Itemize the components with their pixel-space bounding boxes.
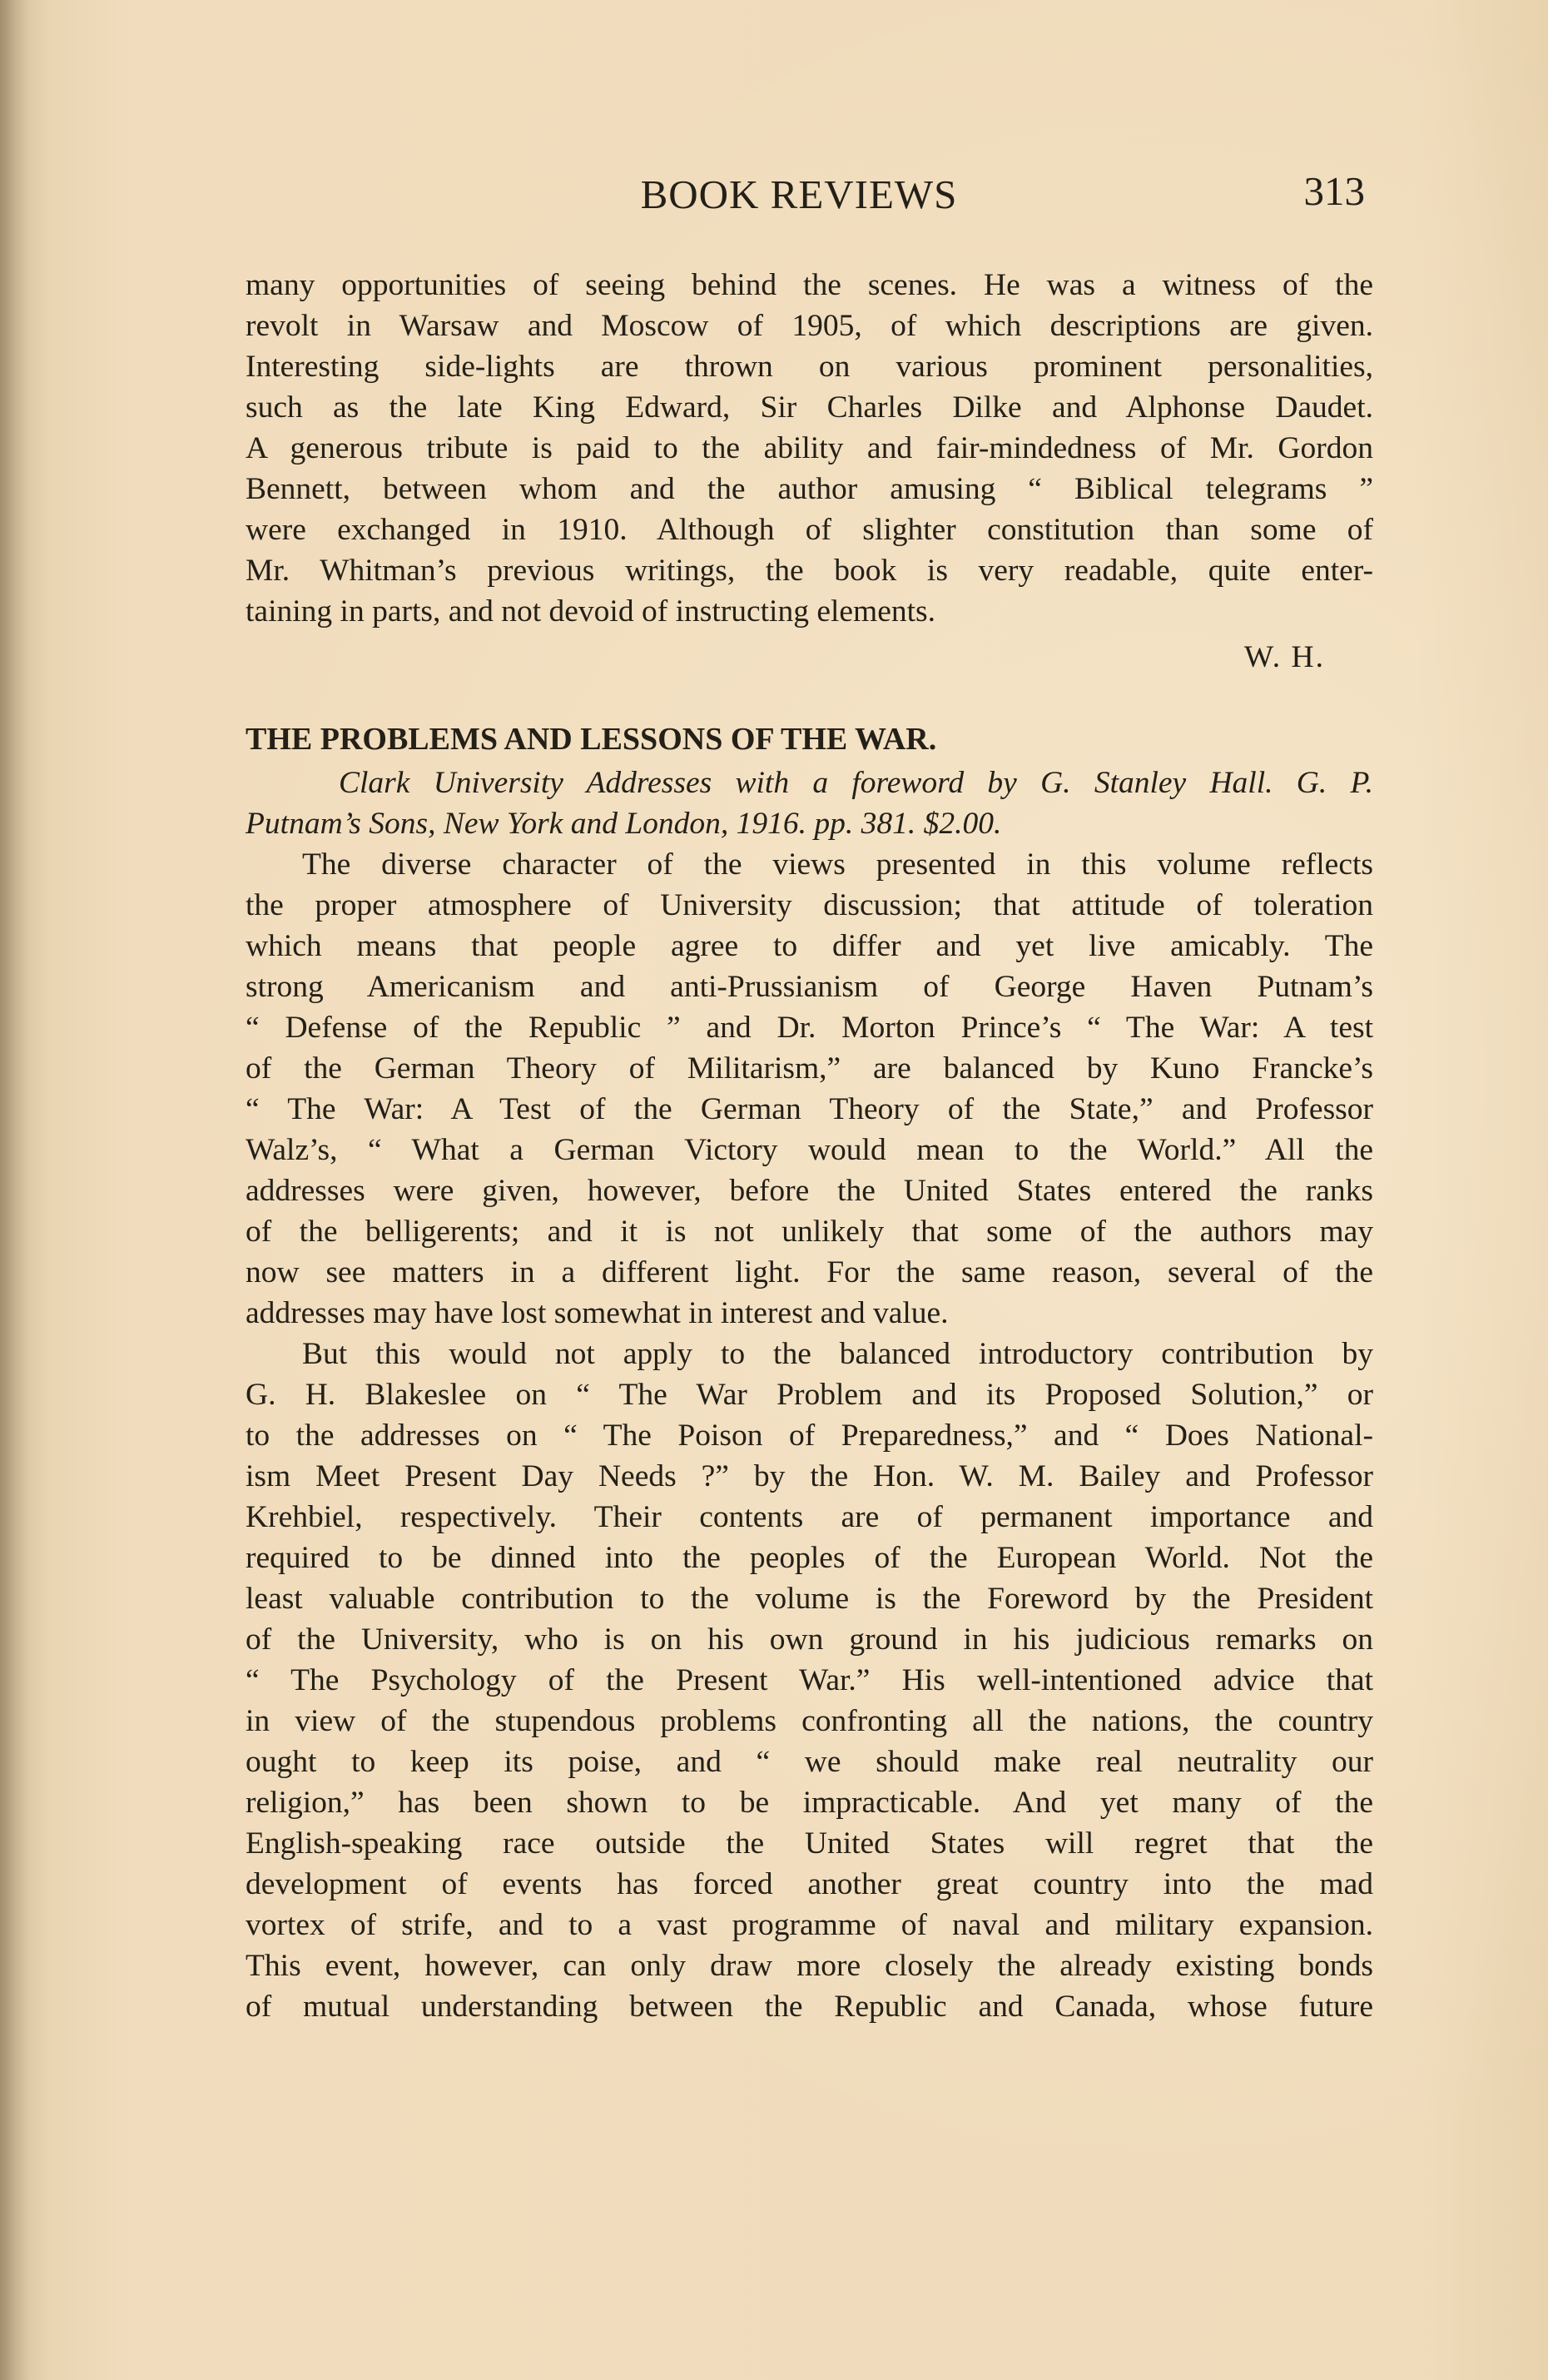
text-line: taining in parts, and not devoid of instructing elements. — [246, 594, 936, 629]
text-line: This event, however, can only draw more closely the already existing bonds — [246, 1949, 1373, 1983]
text-line: Krehbiel, respectively. Their contents are of permanent importance and — [246, 1500, 1373, 1534]
previous-review-text — [246, 265, 1373, 678]
text-line: G. H. Blakeslee on “ The War Problem and its Proposed Solution,” or — [246, 1378, 1373, 1412]
running-head: BOOK REVIEWS — [640, 171, 958, 217]
text-line: But this would not apply to the balanced introductory contribution by — [302, 1337, 1373, 1371]
text-line: to the addresses on “ The Poison of Preparedness,” and “ Does National- — [246, 1419, 1373, 1453]
text-line: Walz’s, “ What a German Victory would mean to the World.” All the — [246, 1133, 1373, 1167]
text-line: of the German Theory of Militarism,” are balanced by Kuno Francke’s — [246, 1051, 1373, 1086]
page-body — [246, 265, 1373, 2027]
text-line: now see matters in a different light. For the same reason, several of the — [246, 1255, 1373, 1289]
text-line: ism Meet Present Day Needs ?” by the Hon. W. M. Bailey and Professor — [246, 1459, 1373, 1493]
section-gap — [246, 678, 1373, 719]
text-line: many opportunities of seeing behind the scenes. He was a witness of the — [246, 268, 1373, 302]
text-line: vortex of strife, and to a vast programme of naval and military expansion. — [246, 1908, 1373, 1942]
text-line: the proper atmosphere of University discussion; that attitude of toleration — [246, 888, 1373, 922]
page-header — [233, 168, 1365, 229]
text-line: such as the late King Edward, Sir Charles Dilke and Alphonse Daudet. — [246, 390, 1373, 425]
text-line: strong Americanism and anti-Prussianism of George Haven Putnam’s — [246, 970, 1373, 1004]
text-line: least valuable contribution to the volume is the Foreword by the President — [246, 1582, 1373, 1616]
text-line: development of events has forced another great country into the mad — [246, 1867, 1373, 1901]
text-line: were exchanged in 1910. Although of slighter constitution than some of — [246, 513, 1373, 547]
reviewer-signature: W. H. — [1243, 640, 1325, 674]
text-line: Mr. Whitman’s previous writings, the book is very readable, quite enter- — [246, 554, 1373, 588]
text-line: in view of the stupendous problems confronting all the nations, the country — [246, 1704, 1373, 1738]
citation-line: Clark University Addresses with a foreword by G. Stanley Hall. G. P. — [339, 766, 1373, 800]
text-line: English-speaking race outside the United States will regret that the — [246, 1826, 1373, 1861]
page-gutter-shadow — [0, 0, 30, 2380]
text-line: which means that people agree to differ and yet live amicably. The — [246, 929, 1373, 963]
text-line: ought to keep its poise, and “ we should make real neutrality our — [246, 1745, 1373, 1779]
text-line: Interesting side-lights are thrown on various prominent personalities, — [246, 350, 1373, 384]
text-line: of the University, who is on his own ground in his judicious remarks on — [246, 1622, 1373, 1657]
text-line: A generous tribute is paid to the ability and fair-mindedness of Mr. Gordon — [246, 431, 1373, 465]
text-line: Bennett, between whom and the author amusing “ Biblical telegrams ” — [246, 472, 1373, 506]
text-line: “ The War: A Test of the German Theory of the State,” and Professor — [246, 1092, 1373, 1126]
review-citation — [246, 763, 1373, 844]
page-number: 313 — [1303, 168, 1365, 214]
text-line: revolt in Warsaw and Moscow of 1905, of which descriptions are given. — [246, 309, 1373, 343]
text-line: addresses were given, however, before the United States entered the ranks — [246, 1174, 1373, 1208]
text-line: The diverse character of the views presented in this volume reflects — [302, 847, 1373, 882]
text-line: of the belligerents; and it is not unlikely that some of the authors may — [246, 1215, 1373, 1249]
review-paragraph-1 — [246, 844, 1373, 1334]
review-paragraph-2 — [246, 1334, 1373, 2027]
text-line: required to be dinned into the peoples of the European World. Not the — [246, 1541, 1373, 1575]
text-line: religion,” has been shown to be impracticable. And yet many of the — [246, 1786, 1373, 1820]
text-line: addresses may have lost somewhat in interest and value. — [246, 1296, 949, 1330]
citation-line: Putnam’s Sons, New York and London, 1916. pp. 381. $2.00. — [246, 807, 1002, 841]
text-line: “ The Psychology of the Present War.” His well-intentioned advice that — [246, 1663, 1373, 1697]
text-line: “ Defense of the Republic ” and Dr. Morton Prince’s “ The War: A test — [246, 1011, 1373, 1045]
text-line: of mutual understanding between the Republic and Canada, whose future — [246, 1990, 1373, 2024]
review-title: THE PROBLEMS AND LESSONS OF THE WAR. — [246, 722, 937, 757]
